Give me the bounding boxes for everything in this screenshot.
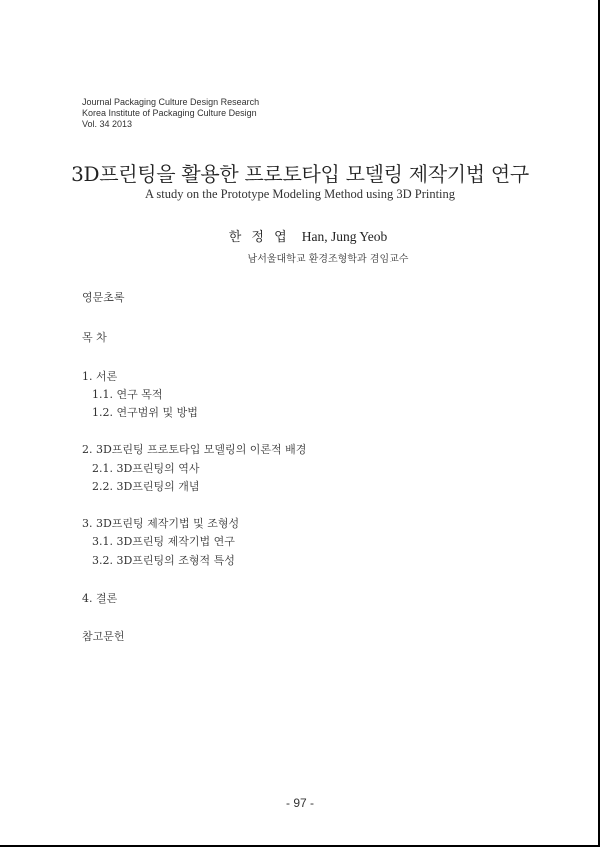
journal-publisher: Korea Institute of Packaging Culture Design <box>82 108 257 118</box>
journal-header <box>82 97 259 130</box>
paper-title-korean: 3D프린팅을 활용한 프로토타입 모델링 제작기법 연구 <box>71 162 529 186</box>
toc-heading: 목 차 <box>82 331 107 344</box>
toc-item: 2. 3D프린팅 프로토타입 모델링의 이론적 배경 <box>82 443 307 456</box>
toc-item: 4. 결론 <box>82 592 118 605</box>
journal-volume: Vol. 34 2013 <box>82 119 133 129</box>
toc-item: 3.2. 3D프린팅의 조형적 특성 <box>92 554 235 567</box>
author-line <box>0 226 600 245</box>
toc-item: 1. 서론 <box>82 370 118 383</box>
references-heading: 참고문헌 <box>82 630 125 643</box>
toc-item: 1.2. 연구범위 및 방법 <box>92 406 198 419</box>
toc-item: 2.2. 3D프린팅의 개념 <box>92 480 200 493</box>
toc-item: 3.1. 3D프린팅 제작기법 연구 <box>92 535 235 548</box>
paper-title-english: A study on the Prototype Modeling Method using 3D Printing <box>144 187 456 201</box>
abstract-heading: 영문초록 <box>82 291 125 304</box>
author-affiliation: 남서울대학교 환경조형학과 겸임교수 <box>247 254 409 265</box>
toc-item: 3. 3D프린팅 제작기법 및 조형성 <box>82 517 240 530</box>
page-number: - 97 - <box>285 796 314 810</box>
author-name-korean: 한 정 엽 <box>228 230 290 245</box>
journal-title: Journal Packaging Culture Design Research <box>82 97 260 107</box>
author-name-english: Han, Jung Yeob <box>301 229 388 244</box>
toc-item: 1.1. 연구 목적 <box>92 388 163 401</box>
toc-item: 2.1. 3D프린팅의 역사 <box>92 462 200 475</box>
